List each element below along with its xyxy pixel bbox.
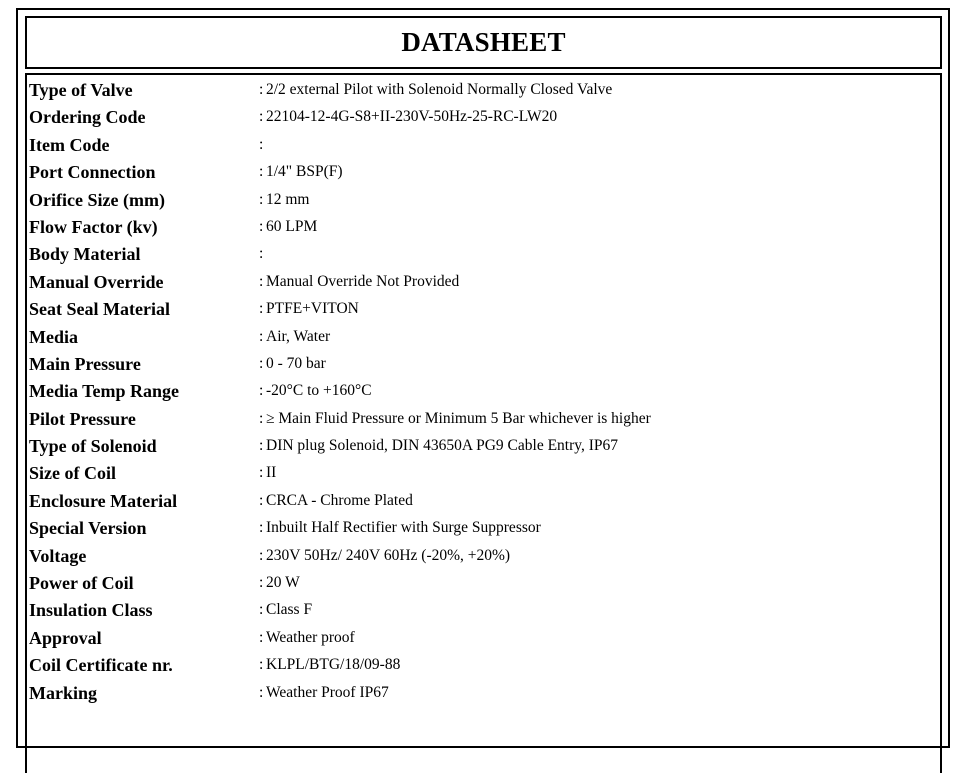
spec-value xyxy=(259,410,651,428)
spec-row xyxy=(29,681,929,708)
spec-value xyxy=(259,684,389,702)
spec-row xyxy=(29,160,929,187)
spec-separator: : xyxy=(259,81,264,98)
spec-label: Body Material xyxy=(29,244,141,265)
spec-row xyxy=(29,544,929,571)
spec-separator: : xyxy=(259,163,264,181)
spec-separator: : xyxy=(259,217,264,235)
spec-value xyxy=(259,547,510,565)
spec-value-text: 60 LPM xyxy=(266,217,318,235)
spec-value-text: Manual Override Not Provided xyxy=(266,272,460,290)
spec-row xyxy=(29,626,929,653)
spec-separator: : xyxy=(259,354,264,372)
spec-label: Pilot Pressure xyxy=(29,408,136,429)
spec-row xyxy=(29,489,929,516)
spec-value xyxy=(259,355,326,373)
spec-label: Enclosure Material xyxy=(29,490,178,511)
spec-label: Coil Certificate nr. xyxy=(29,655,173,676)
spec-value-text: Class F xyxy=(266,601,313,619)
spec-label: Manual Override xyxy=(29,271,164,292)
spec-row xyxy=(29,516,929,543)
spec-value xyxy=(259,328,330,346)
spec-row xyxy=(29,379,929,406)
spec-label: Power of Coil xyxy=(29,573,134,594)
spec-label: Special Version xyxy=(29,518,147,539)
spec-label: Size of Coil xyxy=(29,463,116,484)
spec-separator: : xyxy=(259,683,264,701)
spec-separator: : xyxy=(259,574,264,592)
spec-value-text: Air, Water xyxy=(266,327,331,345)
page-title: DATASHEET xyxy=(401,27,566,57)
spec-label: Insulation Class xyxy=(29,600,153,621)
spec-value-text: 22104-12-4G-S8+II-230V-50Hz-25-RC-LW20 xyxy=(266,108,558,126)
spec-row xyxy=(29,571,929,598)
spec-label: Type of Valve xyxy=(29,80,133,100)
spec-separator: : xyxy=(259,135,264,153)
spec-value-text: DIN plug Solenoid, DIN 43650A PG9 Cable Entry, IP67 xyxy=(266,437,619,455)
spec-value xyxy=(259,574,300,592)
spec-label: Type of Solenoid xyxy=(29,436,157,457)
spec-value-text: 12 mm xyxy=(266,190,310,208)
spec-row xyxy=(29,297,929,324)
spec-label: Voltage xyxy=(29,545,87,566)
spec-row xyxy=(29,188,929,215)
spec-value xyxy=(259,629,355,647)
spec-value-text: Inbuilt Half Rectifier with Surge Suppressor xyxy=(266,519,541,537)
spec-label: Flow Factor (kv) xyxy=(29,216,158,237)
spec-label: Main Pressure xyxy=(29,353,141,374)
spec-list xyxy=(29,78,929,708)
spec-row xyxy=(29,461,929,488)
spec-row xyxy=(29,242,929,269)
datasheet-page xyxy=(16,8,950,748)
spec-value xyxy=(259,191,310,209)
spec-row xyxy=(29,434,929,461)
spec-separator: : xyxy=(259,491,264,509)
spec-row xyxy=(29,407,929,434)
spec-value-text: ≥ Main Fluid Pressure or Minimum 5 Bar whichever is higher xyxy=(266,409,651,427)
spec-label: Media Temp Range xyxy=(29,381,180,402)
spec-value xyxy=(259,382,372,400)
spec-separator: : xyxy=(259,437,264,455)
spec-row xyxy=(29,133,929,160)
spec-separator: : xyxy=(259,382,264,400)
spec-value xyxy=(259,245,266,263)
spec-row xyxy=(29,598,929,625)
spec-value xyxy=(259,218,317,236)
spec-value xyxy=(259,136,266,154)
spec-value xyxy=(259,81,612,99)
spec-label: Item Code xyxy=(29,134,110,155)
spec-value-text: -20°C to +160°C xyxy=(266,382,372,400)
spec-separator: : xyxy=(259,656,264,674)
spec-value-text: Weather proof xyxy=(266,628,355,646)
spec-value-text: II xyxy=(266,464,277,482)
spec-row xyxy=(29,270,929,297)
spec-label: Approval xyxy=(29,627,102,648)
spec-value-text: PTFE+VITON xyxy=(266,300,359,318)
spec-value xyxy=(259,108,557,126)
spec-separator: : xyxy=(259,327,264,345)
spec-table xyxy=(25,73,942,773)
spec-value xyxy=(259,464,276,482)
spec-row xyxy=(29,105,929,132)
spec-value-text: 20 W xyxy=(266,574,300,592)
spec-label: Media xyxy=(29,326,78,347)
spec-separator: : xyxy=(259,601,264,619)
spec-label: Ordering Code xyxy=(29,107,146,128)
spec-row xyxy=(29,352,929,379)
spec-value xyxy=(259,492,413,510)
spec-separator: : xyxy=(259,108,264,126)
spec-label: Orifice Size (mm) xyxy=(29,189,165,210)
spec-separator: : xyxy=(259,464,264,482)
spec-row xyxy=(29,653,929,680)
spec-label: Seat Seal Material xyxy=(29,299,170,320)
spec-value xyxy=(259,300,359,318)
spec-separator: : xyxy=(259,190,264,208)
spec-label: Marking xyxy=(29,682,98,703)
spec-separator: : xyxy=(259,519,264,537)
spec-value-text: KLPL/BTG/18/09-88 xyxy=(266,656,401,674)
spec-row xyxy=(29,215,929,242)
spec-separator: : xyxy=(259,546,264,564)
spec-label: Port Connection xyxy=(29,162,156,183)
spec-value xyxy=(259,656,400,674)
spec-row xyxy=(29,325,929,352)
spec-separator: : xyxy=(259,628,264,646)
spec-separator: : xyxy=(259,245,264,263)
spec-separator: : xyxy=(259,300,264,318)
spec-value xyxy=(259,163,343,181)
spec-value-text: Weather Proof IP67 xyxy=(266,683,389,701)
spec-value xyxy=(259,273,459,291)
title-box xyxy=(25,16,942,69)
spec-value xyxy=(259,601,312,619)
spec-value xyxy=(259,519,541,537)
spec-value-text: CRCA - Chrome Plated xyxy=(266,491,413,509)
spec-value-text: 1/4" BSP(F) xyxy=(266,163,343,181)
spec-value-text: 2/2 external Pilot with Solenoid Normally Closed Valve xyxy=(266,81,613,98)
spec-value xyxy=(259,437,618,455)
spec-value-text: 0 - 70 bar xyxy=(266,354,326,372)
spec-separator: : xyxy=(259,272,264,290)
spec-separator: : xyxy=(259,409,264,427)
spec-row xyxy=(29,78,929,105)
spec-value-text: 230V 50Hz/ 240V 60Hz (-20%, +20%) xyxy=(266,546,511,564)
